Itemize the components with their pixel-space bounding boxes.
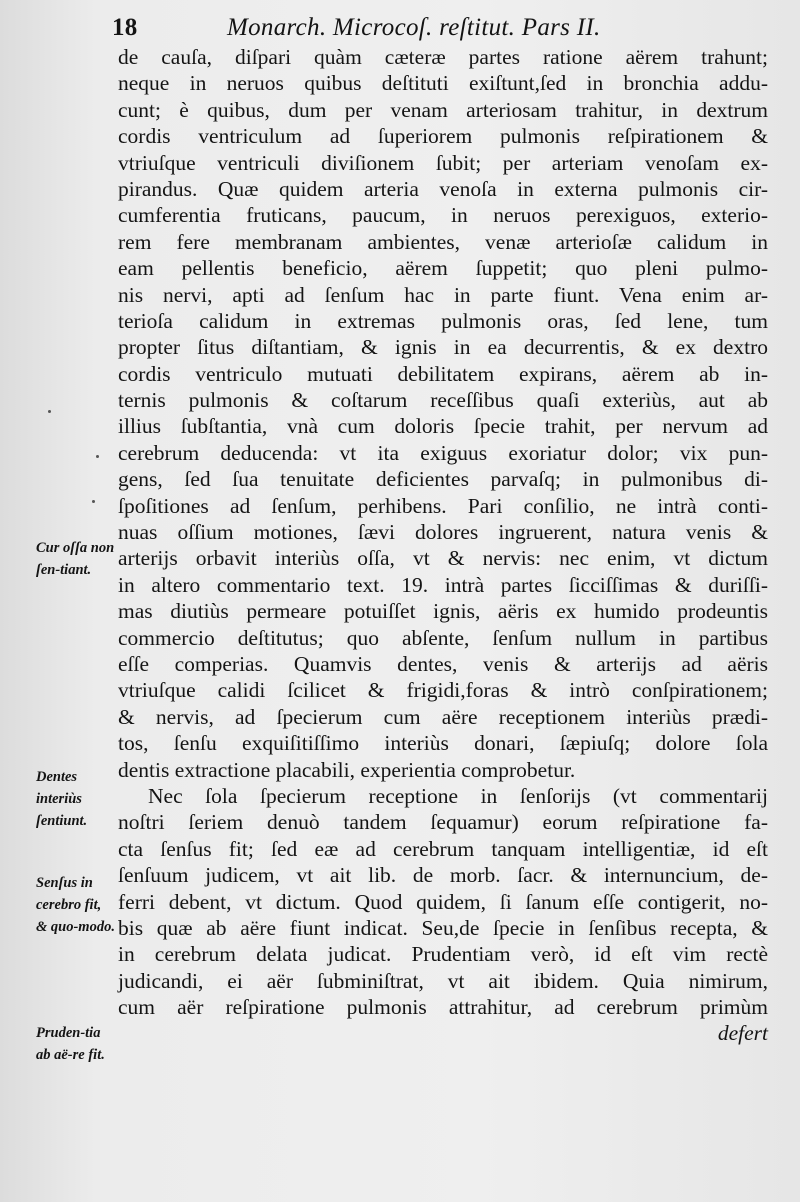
text-line: neque in neruos quibus deſtituti exiſtunt,ſed in bronchia addu- [118,71,768,96]
margin-note: Senſus in cerebro fit, & quo-modo. [36,875,115,935]
text-line: cerebrum deducenda: vt ita exiguus exoriatur dolor; vix pun- [118,440,768,465]
text-line: cordis ventriculum ad ſuperiorem pulmonis reſpirationem & [118,124,768,149]
text-line: cordis ventriculo mutuati debilitatem expirans, aërem ab in- [118,361,768,386]
text-line: cunt; è quibus, dum per venam arteriosam trahitur, in dextrum [118,97,768,122]
margin-note: Cur oſſa non ſen-tiant. [36,540,115,578]
text-line: commercio deſtitutus; quo abſente, ſenſum nullum in partibus [118,625,768,650]
running-title: Monarch. Microcoſ. reſtitut. Pars II. [227,14,601,41]
ink-speck [48,410,51,413]
text-line: dentis extractione placabili, experientia comprobetur. [118,757,576,782]
margin-note: Dentes interiùs ſentiunt. [36,769,88,829]
text-line: vtriuſque ventriculi diviſionem ſubit; per arteriam venoſam ex- [118,150,768,175]
text-line: eam pellentis beneficio, aërem ſuppetit; quo pleni pulmo- [118,256,768,281]
text-line: in cerebrum delata judicat. Prudentiam verò, id eſt vim rectè [118,942,768,967]
text-line: illius ſubſtantia, vnà cum doloris ſpecie trahit, per nervum ad [118,414,768,439]
text-line: Nec ſola ſpecierum receptione in ſenſorijs (vt commentarij [148,783,768,808]
text-line: nuas oſſium motiones, ſævi dolores ingruerent, natura venis & [118,520,768,545]
text-line: nis nervi, apti ad ſenſum hac in parte fiunt. Vena enim ar- [118,282,768,307]
text-line: ſpoſitiones ad ſenſum, perhibens. Pari conſilio, ne intrà conti- [118,493,768,518]
text-line: bis quæ ab aëre fiunt indicat. Seu,de ſpecie in ſenſibus recepta, & [118,915,768,940]
text-line: judicandi, ei aër ſubminiſtrat, vt ait ibidem. Quia nimirum, [118,968,768,993]
text-line: mas diutiùs permeare potuiſſet ignis, aëris ex humido prodeuntis [118,599,768,624]
text-line: gens, ſed ſua tenuitate deficientes parvaſq; in pulmonibus di- [118,467,768,492]
text-line: pirandus. Quæ quidem arteria venoſa in externa pulmonis cir- [118,176,768,201]
text-line: noſtri ſeriem denuò tandem ſequamur) eorum reſpiratione fa- [118,810,768,835]
text-line: rem fere membranam ambientes, venæ arterioſæ calidum in [118,229,768,254]
text-line: ferri debent, vt dictum. Quod quidem, ſi ſanum eſſe contigerit, no- [118,889,768,914]
page-header [112,8,772,48]
text-line: arterijs orbavit interiùs oſſa, vt & nervis: nec enim, vt dictum [118,546,768,571]
text-line: propter ſitus diſtantiam, & ignis in ea decurrentis, & ex dextro [118,335,768,360]
text-line: ternis pulmonis & coſtarum receſſibus quaſi exteriùs, aut ab [118,388,768,413]
text-line: cumferentia fruticans, paucum, in neruos perexiguos, exterio- [118,203,768,228]
main-text-block [118,44,768,1047]
ink-speck [96,455,99,458]
text-line: in altero commentario text. 19. intrà partes ſicciſſimas & duriſſi- [118,572,768,597]
page-number: 18 [112,14,138,41]
margin-note: Pruden-tia ab aë-re fit. [36,1025,105,1063]
text-line: de cauſa, diſpari quàm cæteræ partes ratione aërem trahunt; [118,45,768,69]
text-line: & nervis, ad ſpecierum cum aëre receptionem interiùs prædi- [118,704,768,729]
ink-speck [92,500,95,503]
text-line: eſſe comperias. Quamvis dentes, venis & arterijs ad aëris [118,651,768,676]
text-line: vtriuſque calidi ſcilicet & frigidi,foras & intrò conſpirationem; [118,678,768,703]
text-line: tos, ſenſu exquiſitiſſimo interiùs donari, ſæpiuſq; dolore ſola [118,731,768,756]
catchword: defert [717,1021,768,1046]
text-line: terioſa calidum in extremas pulmonis oras, ſed lene, tum [118,308,768,333]
text-line: cum aër reſpiratione pulmonis attrahitur, ad cerebrum primùm [118,995,768,1020]
text-line: ſenſuum judicem, vt ait lib. de morb. ſacr. & internuncium, de- [118,863,768,888]
text-line: cta ſenſus fit; ſed eæ ad cerebrum tanquam intelligentiæ, id eſt [118,836,768,861]
